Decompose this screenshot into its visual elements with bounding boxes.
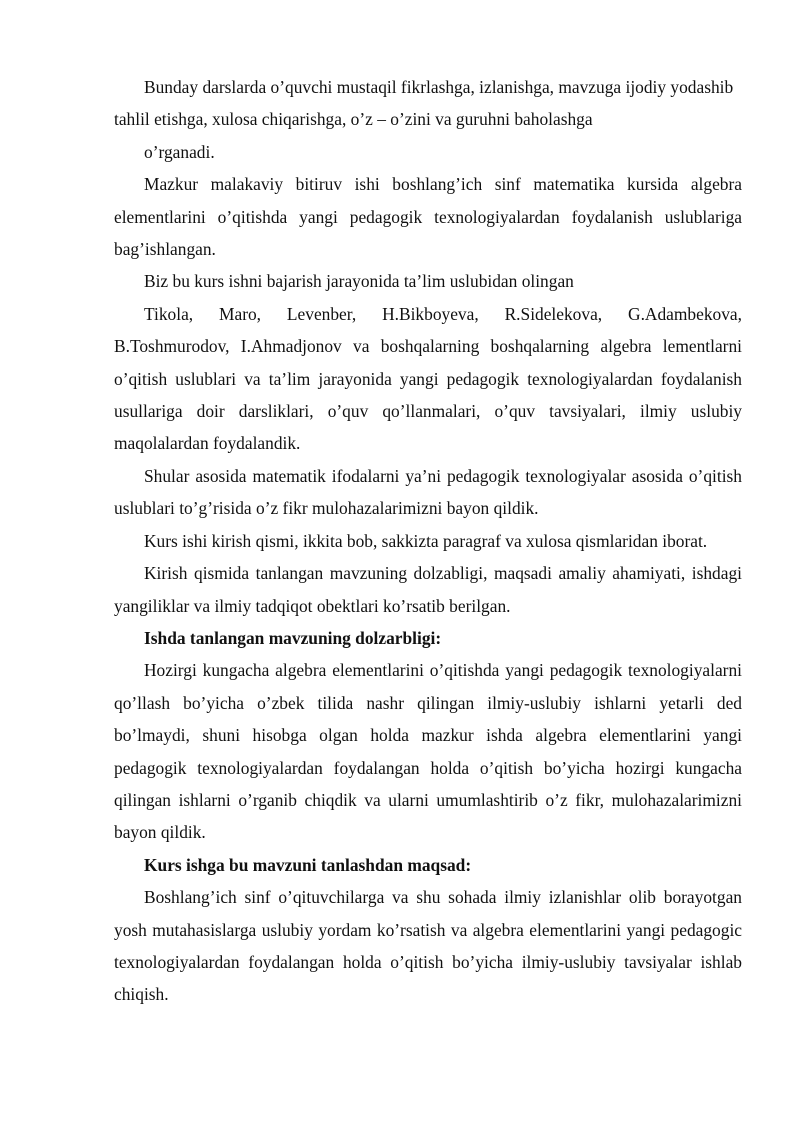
paragraph-relevance: Hozirgi kungacha algebra elementlarini o’qitishda yangi pedagogik texnologiyalarni qo’llash bo’yicha o’zbek tilida nashr qilingan ilmiy-uslubiy ishlarni yetarli ded bo’lmaydi, shuni hisobga olgan holda mazkur ishda algebra elementlarini yangi pedagogik texnologiyalardan foydalangan holda o’qitish bo’yicha hozirgi kungacha qilingan ishlarni o’rganib chiqdik va ularni umumlashtirib o’z fikr, mulohazalarimizni bayon qildik. [114,660,742,843]
paragraph-purpose: Boshlang’ich sinf o’qituvchilarga va shu sohada ilmiy izlanishlar olib borayotgan yosh mutahasislarga uslubiy yordam ko’rsatish va algebra elementlarini yangi pedagogic texnologiyalardan foydalangan holda o’qitish bo’yicha ilmiy-uslubiy tavsiyalar ishlab chiqish. [114,887,742,1005]
paragraph-basis: Shular asosida matematik ifodalarni ya’ni pedagogik texnologiyalar asosida o’qitish uslublari to’g’risida o’z fikr mulohazalarimizni bayon qildik. [114,465,742,519]
paragraph-authors: Tikola, Maro, Levenber, H.Bikboyeva, R.Sidelekova, G.Adambekova, B.Toshmurodov, I.Ahmadjonov va boshqalarning boshqalarning algebra lementlarni o’qitish uslublari va ta’lim jarayonida yangi pedagogik texnologiyalardan foydalanish usullariga doir darsliklari, o’quv qo’llanmalari, o’quv tavsiyalari, ilmiy uslubiy maqolalardan foydalandik. [114,303,742,454]
paragraph-structure: Kurs ishi kirish qismi, ikkita bob, sakkizta paragraf va xulosa qismlaridan iborat. [144,530,708,551]
paragraph-intro: Bunday darslarda o’quvchi mustaqil fikrlashga, izlanishga, mavzuga ijodiy yodashib tahlil etishga, xulosa chiqarishga, o’z – o’zini va guruhni baholashga [114,77,734,130]
paragraph-thesis-topic: Mazkur malakaviy bitiruv ishi boshlang’ich sinf matematika kursida algebra elementlarini o’qitishda yangi pedagogik texnologiyalardan foydalanish uslublariga bag’ishlangan. [114,174,742,260]
paragraph-intro-continuation: o’rganadi. [144,141,215,162]
paragraph-sources-intro: Biz bu kurs ishni bajarish jarayonida ta’lim uslubidan olingan [144,271,574,292]
document-page [114,71,742,1011]
paragraph-introduction-summary: Kirish qismida tanlangan mavzuning dolzabligi, maqsadi amaliy ahamiyati, ishdagi yangiliklar va ilmiy tadqiqot obektlari ko’rsatib berilgan. [114,563,742,616]
heading-relevance: Ishda tanlangan mavzuning dolzarbligi: [144,627,442,648]
heading-purpose: Kurs ishga bu mavzuni tanlashdan maqsad: [144,854,472,875]
